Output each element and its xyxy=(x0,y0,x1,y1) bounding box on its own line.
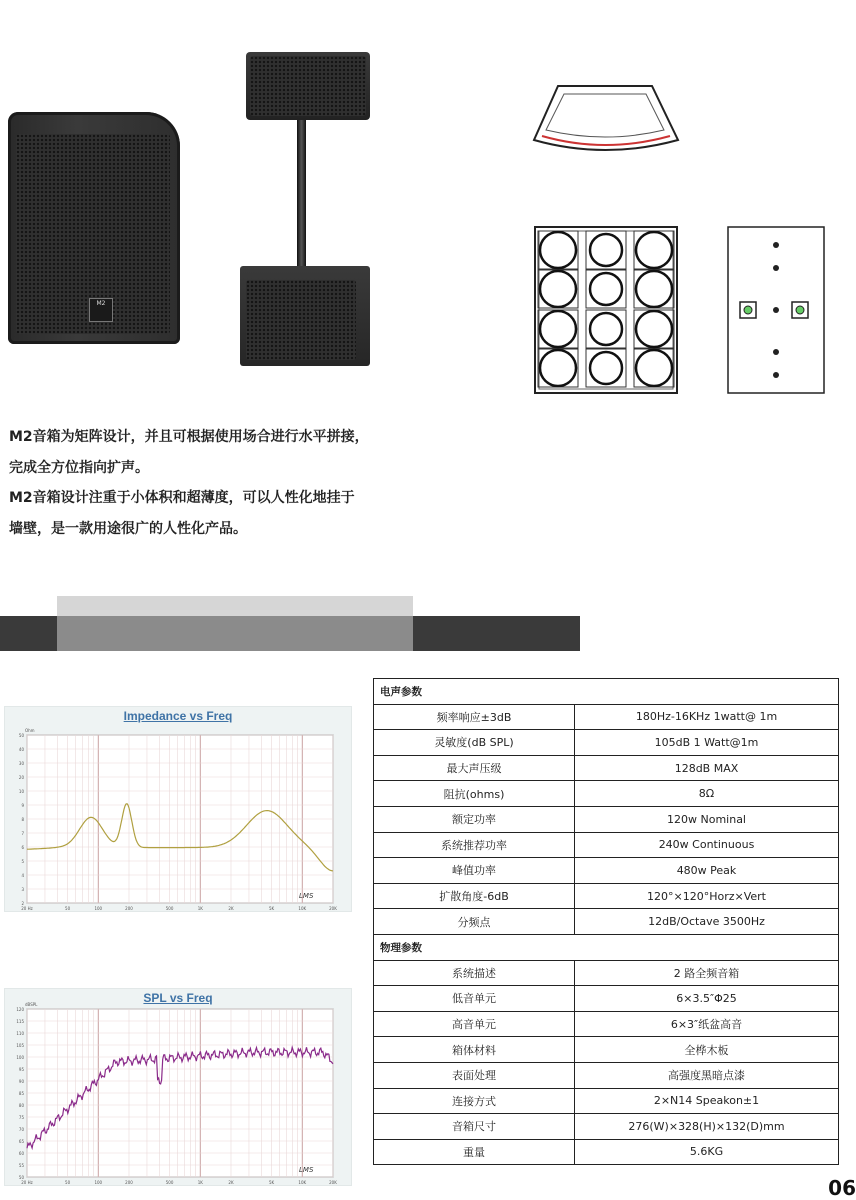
spec-table xyxy=(373,678,839,1165)
subwoofer-image xyxy=(240,266,370,366)
spl-graph xyxy=(4,988,352,1186)
side-view-diagram xyxy=(727,226,825,394)
x-tick-label: 1K xyxy=(197,1180,203,1185)
y-tick-label: 3 xyxy=(21,887,24,892)
description-line: 墙壁，是一款用途很广的人性化产品。 xyxy=(9,520,247,537)
x-tick-label: 10K xyxy=(298,1180,307,1185)
x-tick-label: 10K xyxy=(298,906,307,911)
spec-label: 分频点 xyxy=(374,909,575,935)
driver-circle xyxy=(590,273,622,305)
spec-label: 系统推荐功率 xyxy=(374,832,575,858)
spec-label: 峰值功率 xyxy=(374,858,575,884)
x-tick-label: 5K xyxy=(269,1180,275,1185)
spec-value: 180Hz-16KHz 1watt@ 1m xyxy=(575,704,839,730)
x-tick-label: 20K xyxy=(329,1180,337,1185)
driver-circle xyxy=(590,313,622,345)
spec-label: 音箱尺寸 xyxy=(374,1114,575,1140)
table-row xyxy=(374,1088,839,1114)
spec-label: 频率响应±3dB xyxy=(374,704,575,730)
table-section-row xyxy=(374,679,839,705)
description-line: M2音箱设计注重于小体积和超薄度，可以人性化地挂于 xyxy=(9,490,355,506)
table-row xyxy=(374,755,839,781)
table-row xyxy=(374,883,839,909)
table-row xyxy=(374,781,839,807)
driver-circle xyxy=(540,232,576,268)
unit-label: Ohm xyxy=(25,728,35,733)
graph-title: SPL vs Freq xyxy=(143,991,213,1005)
y-tick-label: 30 xyxy=(18,761,24,766)
spec-value: 128dB MAX xyxy=(575,755,839,781)
table-row xyxy=(374,1062,839,1088)
spec-value: 12dB/Octave 3500Hz xyxy=(575,909,839,935)
lms-logo: LMS xyxy=(299,1166,314,1174)
spec-label: 表面处理 xyxy=(374,1062,575,1088)
y-tick-label: 105 xyxy=(16,1043,24,1048)
x-tick-label: 200 xyxy=(125,1180,133,1185)
page-number: 06 xyxy=(828,1176,856,1200)
spec-label: 灵敏度(dB SPL) xyxy=(374,730,575,756)
spec-label: 阻抗(ohms) xyxy=(374,781,575,807)
y-tick-label: 60 xyxy=(18,1151,24,1156)
table-row xyxy=(374,960,839,986)
table-row xyxy=(374,730,839,756)
y-tick-label: 8 xyxy=(21,817,24,822)
y-tick-label: 85 xyxy=(18,1091,24,1096)
driver-circle xyxy=(540,350,576,386)
x-tick-label: 5K xyxy=(269,906,275,911)
driver-circle xyxy=(590,234,622,266)
table-row xyxy=(374,1011,839,1037)
x-tick-label: 50 xyxy=(65,906,71,911)
y-tick-label: 6 xyxy=(21,845,24,850)
x-tick-label: 2K xyxy=(228,906,234,911)
y-tick-label: 7 xyxy=(21,831,24,836)
y-tick-label: 70 xyxy=(18,1127,24,1132)
y-tick-label: 75 xyxy=(18,1115,24,1120)
spec-label: 连接方式 xyxy=(374,1088,575,1114)
table-row xyxy=(374,806,839,832)
table-section-row xyxy=(374,934,839,960)
spec-value: 6×3″纸盆高音 xyxy=(575,1011,839,1037)
table-row xyxy=(374,832,839,858)
x-tick-label: 100 xyxy=(94,1180,103,1185)
spec-label: 低音单元 xyxy=(374,986,575,1012)
x-tick-label: 20K xyxy=(329,906,337,911)
x-tick-label: 100 xyxy=(94,906,103,911)
x-tick-label: 1K xyxy=(197,906,203,911)
spec-label: 箱体材料 xyxy=(374,1037,575,1063)
y-tick-label: 95 xyxy=(18,1067,24,1072)
y-tick-label: 40 xyxy=(18,747,24,752)
driver-circle xyxy=(636,232,672,268)
table-row xyxy=(374,1114,839,1140)
lms-logo: LMS xyxy=(299,892,314,900)
impedance-plot xyxy=(5,707,351,911)
y-tick-label: 115 xyxy=(16,1019,24,1024)
spec-value: 8Ω xyxy=(575,781,839,807)
y-tick-label: 50 xyxy=(18,1175,24,1180)
spec-value: 高强度黑暗点漆 xyxy=(575,1062,839,1088)
table-row xyxy=(374,1139,839,1165)
table-row xyxy=(374,704,839,730)
y-tick-label: 55 xyxy=(18,1163,24,1168)
spec-label: 扩散角度-6dB xyxy=(374,883,575,909)
x-tick-label: 2K xyxy=(228,1180,234,1185)
spec-value: 5.6KG xyxy=(575,1139,839,1165)
driver-circle xyxy=(636,271,672,307)
y-tick-label: 2 xyxy=(21,901,24,906)
y-tick-label: 110 xyxy=(16,1031,24,1036)
y-tick-label: 50 xyxy=(18,733,24,738)
y-tick-label: 4 xyxy=(21,873,24,878)
y-tick-label: 20 xyxy=(18,775,24,780)
spec-label: 额定功率 xyxy=(374,806,575,832)
y-tick-label: 9 xyxy=(21,803,24,808)
array-speaker-image xyxy=(246,52,370,120)
spec-value: 120°×120°Horz×Vert xyxy=(575,883,839,909)
section-title: 电声参数 xyxy=(374,679,839,705)
speaker-stand-pole xyxy=(297,120,306,270)
description-line: 完成全方位指向扩声。 xyxy=(9,459,149,476)
graph-title: Impedance vs Freq xyxy=(123,709,233,723)
description-line: M2音箱为矩阵设计，并且可根据使用场合进行水平拼接， xyxy=(9,429,369,445)
driver-circle xyxy=(636,311,672,347)
y-tick-label: 120 xyxy=(16,1007,24,1012)
y-tick-label: 5 xyxy=(21,859,24,864)
spec-label: 最大声压级 xyxy=(374,755,575,781)
spec-value: 105dB 1 Watt@1m xyxy=(575,730,839,756)
driver-circle xyxy=(540,311,576,347)
unit-label: dBSPL xyxy=(25,1002,38,1007)
table-row xyxy=(374,1037,839,1063)
table-row xyxy=(374,858,839,884)
x-tick-label: 500 xyxy=(165,906,174,911)
spec-label: 系统描述 xyxy=(374,960,575,986)
driver-circle xyxy=(636,350,672,386)
x-tick-label: 20 Hz xyxy=(21,1180,33,1185)
speaker-cabinet-image xyxy=(8,112,180,344)
spec-label: 重量 xyxy=(374,1139,575,1165)
spec-value: 480w Peak xyxy=(575,858,839,884)
x-tick-label: 20 Hz xyxy=(21,906,33,911)
front-view-diagram xyxy=(534,226,678,394)
impedance-graph xyxy=(4,706,352,912)
section-title: 物理参数 xyxy=(374,934,839,960)
y-tick-label: 65 xyxy=(18,1139,24,1144)
spec-value: 2×N14 Speakon±1 xyxy=(575,1088,839,1114)
brand-badge: M2 xyxy=(89,298,113,322)
driver-circle xyxy=(590,352,622,384)
spec-value: 2 路全频音箱 xyxy=(575,960,839,986)
table-row xyxy=(374,986,839,1012)
y-tick-label: 10 xyxy=(18,789,24,794)
driver-circle xyxy=(540,271,576,307)
top-view-diagram xyxy=(530,80,690,160)
spec-value: 6×3.5″Φ25 xyxy=(575,986,839,1012)
x-tick-label: 200 xyxy=(125,906,133,911)
table-row xyxy=(374,909,839,935)
spec-value: 全桦木板 xyxy=(575,1037,839,1063)
spec-value: 240w Continuous xyxy=(575,832,839,858)
y-tick-label: 90 xyxy=(18,1079,24,1084)
spec-value: 120w Nominal xyxy=(575,806,839,832)
y-tick-label: 80 xyxy=(18,1103,24,1108)
x-tick-label: 500 xyxy=(165,1180,174,1185)
y-tick-label: 100 xyxy=(16,1055,24,1060)
spec-label: 高音单元 xyxy=(374,1011,575,1037)
spl-plot xyxy=(5,989,351,1185)
section-band-mid xyxy=(57,616,413,651)
product-description xyxy=(9,422,459,544)
spec-value: 276(W)×328(H)×132(D)mm xyxy=(575,1114,839,1140)
x-tick-label: 50 xyxy=(65,1180,71,1185)
